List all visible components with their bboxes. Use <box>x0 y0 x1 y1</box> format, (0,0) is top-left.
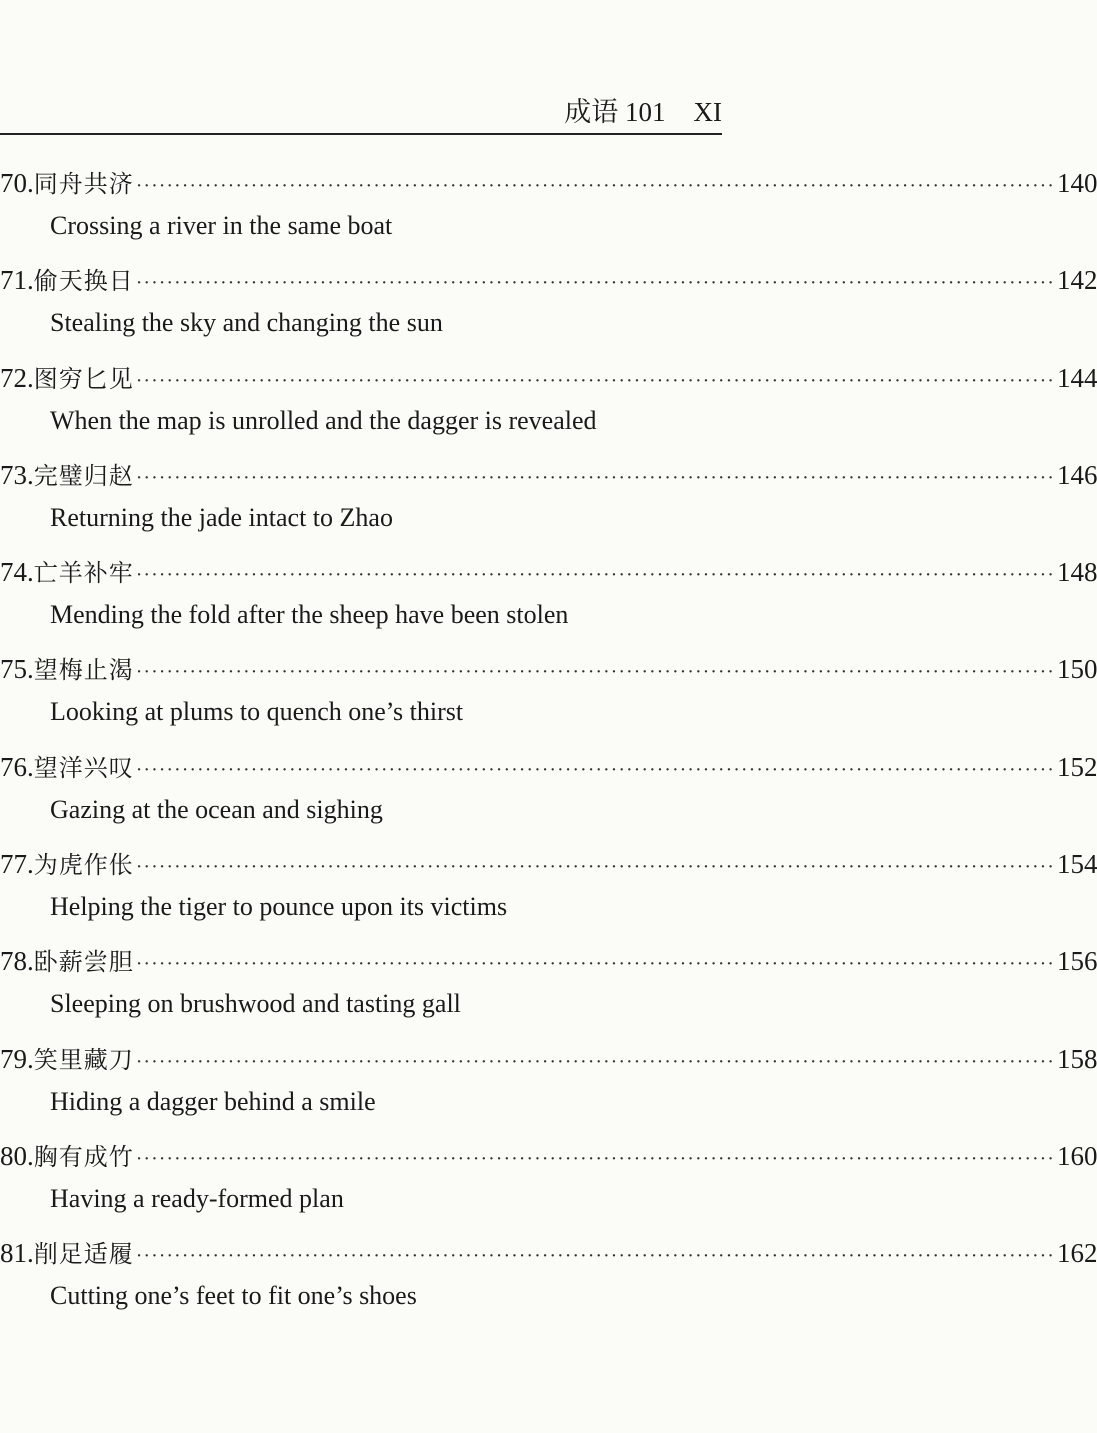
dot-leader: ························································································································ <box>135 758 1055 781</box>
entry-idiom: 望梅止渴 <box>33 656 134 685</box>
toc-entry-row <box>0 646 1097 692</box>
dot-leader: ························································································································ <box>135 1245 1055 1268</box>
entry-translation: When the map is unrolled and the dagger is revealed <box>50 405 597 435</box>
entry-number: 76. <box>0 751 34 782</box>
entry-translation: Cutting one’s feet to fit one’s shoes <box>50 1281 417 1311</box>
entry-translation: Crossing a river in the same boat <box>50 211 393 240</box>
toc-entry-row <box>0 160 1097 206</box>
dot-leader: ························································································································ <box>135 1147 1055 1170</box>
entry-number: 74. <box>0 557 34 588</box>
dot-leader: ························································································································ <box>135 175 1055 197</box>
running-header <box>0 90 722 134</box>
book-title: 成语 101 <box>564 97 666 127</box>
dot-leader: ························································································································ <box>135 369 1055 392</box>
entry-idiom: 卧薪尝胆 <box>33 948 134 977</box>
toc-entry[interactable] <box>0 1036 1097 1133</box>
entry-page-number: 156 <box>1056 946 1097 977</box>
entry-number: 79. <box>0 1043 34 1074</box>
toc-entry-row <box>0 938 1097 984</box>
table-of-contents <box>0 160 1097 1328</box>
toc-entry-row <box>0 355 1097 401</box>
toc-entry[interactable] <box>0 646 1097 743</box>
toc-entry[interactable] <box>0 1133 1097 1230</box>
entry-number: 81. <box>0 1238 34 1269</box>
toc-entry-row <box>0 841 1097 887</box>
toc-entry-row <box>0 1230 1097 1276</box>
entry-translation: Having a ready-formed plan <box>50 1183 344 1213</box>
toc-entry[interactable] <box>0 841 1097 938</box>
toc-entry[interactable] <box>0 257 1097 354</box>
entry-idiom: 为虎作伥 <box>33 851 134 880</box>
page-number: XI <box>693 97 722 127</box>
header-rule <box>0 133 722 135</box>
entry-number: 75. <box>0 654 34 685</box>
entry-number: 78. <box>0 946 34 977</box>
entry-translation: Looking at plums to quench one’s thirst <box>50 697 464 727</box>
entry-page-number: 144 <box>1056 362 1097 393</box>
dot-leader: ························································································································ <box>135 661 1055 684</box>
toc-entry-row <box>0 1036 1097 1082</box>
toc-entry[interactable] <box>0 744 1097 841</box>
dot-leader: ························································································································ <box>135 953 1055 976</box>
entry-idiom: 笑里藏刀 <box>33 1045 134 1074</box>
entry-idiom: 亡羊补牢 <box>33 559 134 588</box>
dot-leader: ························································································································ <box>135 1050 1055 1073</box>
toc-entry[interactable] <box>0 549 1097 646</box>
entry-number: 73. <box>0 459 34 490</box>
entry-page-number: 152 <box>1056 751 1097 782</box>
dot-leader: ························································································································ <box>135 272 1055 295</box>
toc-entry-row <box>0 452 1097 498</box>
dot-leader: ························································································································ <box>135 564 1055 587</box>
entry-page-number: 142 <box>1056 265 1097 296</box>
entry-page-number: 140 <box>1056 168 1097 198</box>
dot-leader: ························································································································ <box>135 856 1055 879</box>
toc-entry-row <box>0 744 1097 790</box>
entry-translation: Hiding a dagger behind a smile <box>50 1086 376 1116</box>
entry-page-number: 150 <box>1056 654 1097 685</box>
entry-page-number: 158 <box>1056 1043 1097 1074</box>
entry-number: 80. <box>0 1140 34 1171</box>
entry-idiom: 削足适履 <box>33 1240 134 1269</box>
toc-entry[interactable] <box>0 160 1097 257</box>
entry-page-number: 146 <box>1056 459 1097 490</box>
entry-page-number: 160 <box>1056 1140 1097 1171</box>
entry-translation: Gazing at the ocean and sighing <box>50 794 383 824</box>
entry-translation: Returning the jade intact to Zhao <box>50 502 393 532</box>
entry-idiom: 同舟共济 <box>33 170 134 198</box>
running-header-text <box>564 90 722 134</box>
entry-idiom: 图穷匕见 <box>33 364 134 393</box>
toc-entry[interactable] <box>0 1230 1097 1327</box>
toc-entry-row <box>0 257 1097 303</box>
entry-idiom: 偷天换日 <box>33 267 134 296</box>
entry-idiom: 胸有成竹 <box>33 1142 134 1171</box>
entry-idiom: 望洋兴叹 <box>33 753 134 782</box>
toc-entry-row <box>0 1133 1097 1179</box>
entry-number: 71. <box>0 265 34 296</box>
entry-number: 72. <box>0 362 34 393</box>
entry-translation: Helping the tiger to pounce upon its victims <box>50 892 508 922</box>
toc-entry[interactable] <box>0 355 1097 452</box>
toc-entry[interactable] <box>0 938 1097 1035</box>
entry-page-number: 162 <box>1056 1238 1097 1269</box>
entry-page-number: 154 <box>1056 849 1097 880</box>
toc-entry[interactable] <box>0 452 1097 549</box>
dot-leader: ························································································································ <box>135 466 1055 489</box>
entry-translation: Stealing the sky and changing the sun <box>50 308 443 338</box>
entry-translation: Mending the fold after the sheep have been stolen <box>50 600 569 630</box>
entry-idiom: 完璧归赵 <box>33 461 134 490</box>
entry-number: 77. <box>0 849 34 880</box>
entry-number: 70. <box>0 168 34 198</box>
toc-entry-row <box>0 549 1097 595</box>
entry-page-number: 148 <box>1056 557 1097 588</box>
entry-translation: Sleeping on brushwood and tasting gall <box>50 989 461 1019</box>
